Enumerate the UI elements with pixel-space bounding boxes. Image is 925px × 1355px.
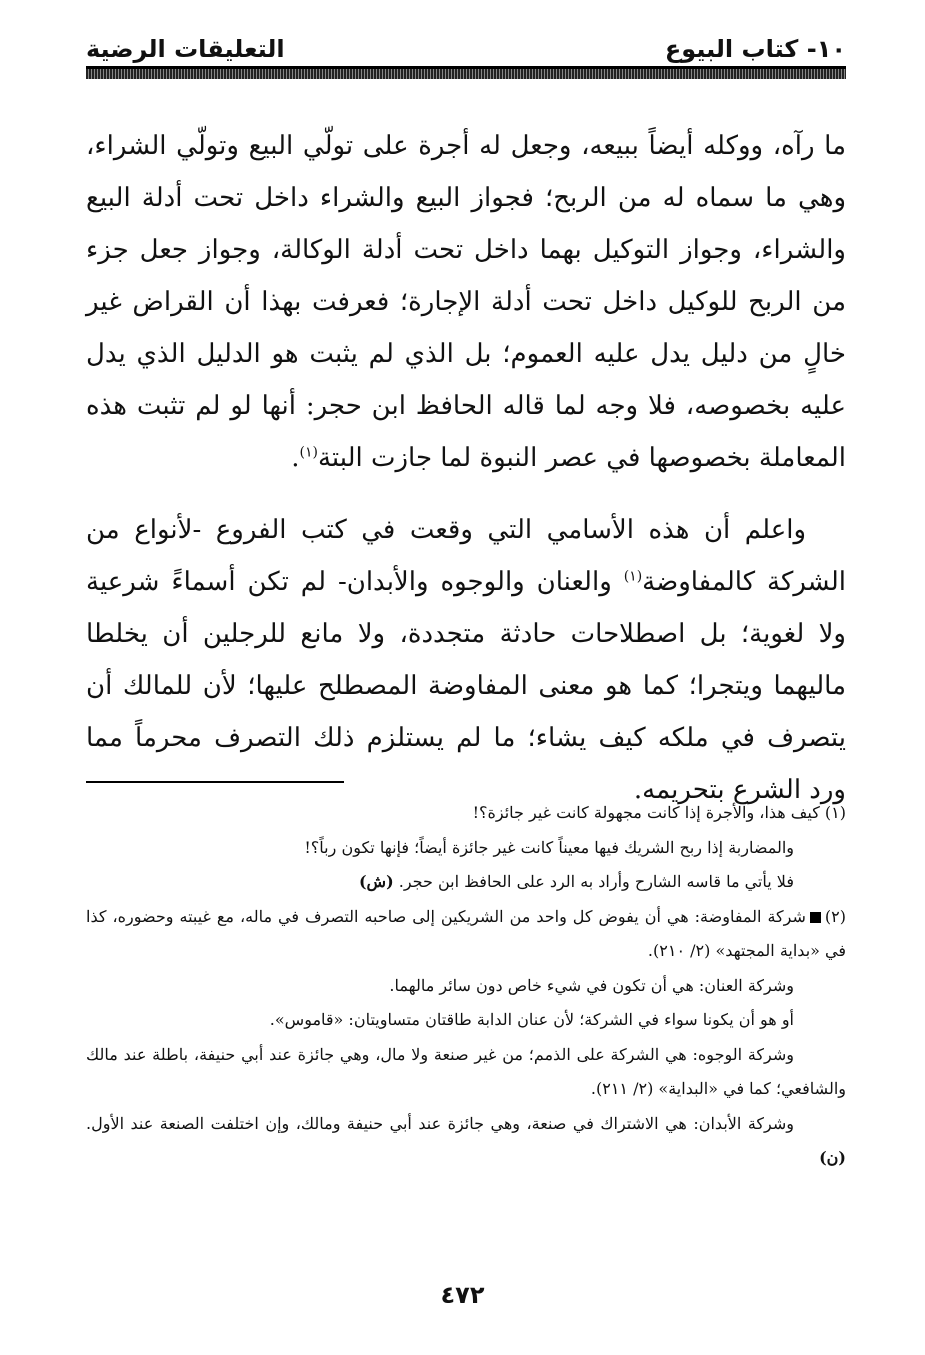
main-text: [86, 120, 846, 816]
paragraph-2: [86, 504, 846, 816]
footnote-2-abdan: [86, 1107, 846, 1176]
footnote-2-inan-text-2: أو هو أن يكونا سواء في الشركة؛ لأن عنان الدابة طاقتان متساويتان: «قاموس».: [269, 1010, 794, 1029]
chapter-title: ١٠- كتاب البيوع: [664, 35, 846, 63]
footnote-1-line-2: [86, 831, 846, 866]
footnote-2-author-mark: (ن): [819, 1148, 846, 1167]
footnote-2-main: [86, 900, 846, 969]
page-number: ٤٧٢: [440, 1281, 485, 1309]
book-title: التعليقات الرضية: [86, 35, 285, 63]
footnote-1-line-1: [86, 796, 846, 831]
footnote-2-inan-2: [86, 1003, 846, 1038]
paragraph-2-text-b: والعنان والوجوه والأبدان- لم تكن أسماءً شرعية ولا لغوية؛ بل اصطلاحات حادثة متجددة، ولا مانع للرجلين أن يخلطا ماليهما ويتجرا؛ كما هو معنى المفاوضة المصطلح عليها؛ لأن للمالك أن يتصرف في ملكه كيف يشاء؛ ما لم يستلزم ذلك التصرف محرماً مما ورد الشرع بتحريمه.: [86, 567, 846, 805]
header-rule: [86, 66, 846, 79]
footnotes: [86, 796, 846, 1176]
footnote-ref-1: (١): [299, 444, 318, 461]
footnote-1-text-3: فلا يأتي ما قاسه الشارح وأراد به الرد على الحافظ ابن حجر.: [398, 872, 794, 891]
footnote-ref-2: (١): [623, 568, 643, 585]
footnote-1-line-3: [86, 865, 846, 900]
footnote-2-abdan-text: وشركة الأبدان: هي الاشتراك في صنعة، وهي جائزة عند أبي حنيفة ومالك، وإن اختلفت الصنعة عند الأول.: [86, 1113, 794, 1133]
footnote-2-wujuh: [86, 1038, 846, 1107]
footnote-2-inan-text: وشركة العنان: هي أن تكون في شيء خاص دون سائر مالهما.: [389, 975, 794, 995]
paragraph-1-text: ما رآه، ووكله أيضاً ببيعه، وجعل له أجرة على تولّي البيع وتولّي الشراء، وهي ما سماه له من الربح؛ فجواز البيع والشراء داخل تحت أدلة البيع والشراء، وجواز التوكيل بهما داخل تحت أدلة الوكالة، وجواز جعل جزء من الربح للوكيل داخل تحت أدلة الإجارة؛ فعرفت بهذا أن القراض غير خالٍ من دليل يدل عليه العموم؛ بل الذي لم يثبت هو الدليل الذي يدل عليه بخصوصه، فلا وجه لما قاله الحافظ ابن حجر: أنها لو لم تثبت هذه المعاملة بخصوصها في عصر النبوة لما جازت البتة: [86, 131, 846, 473]
footnote-1-number: (١): [824, 803, 846, 822]
paragraph-1-end: .: [291, 443, 300, 473]
footnote-1-author-mark: (ش): [358, 872, 394, 891]
footnote-2-inan: [86, 969, 846, 1004]
footnote-2-number: (٢): [824, 906, 846, 926]
paragraph-1: [86, 120, 846, 484]
running-header: [86, 30, 846, 70]
paragraph-2-text-a: واعلم أن هذه الأسامي التي وقعت في كتب الفروع -لأنواع من الشركة كالمفاوضة: [86, 515, 847, 597]
footnote-separator: [86, 781, 344, 783]
footnote-2-text: شركة المفاوضة: هي أن يفوض كل واحد من الشريكين إلى صاحبه التصرف في ماله، مع غيبته وحضوره، كذا في «بداية المجتهد» (٢/ ٢١٠).: [86, 906, 846, 960]
footnote-1-text-2: والمضاربة إذا ربح الشريك فيها معيناً كانت غير جائزة أيضاً؛ فإنها تكون رباً؟!: [304, 837, 794, 857]
footnote-2-wujuh-text: وشركة الوجوه: هي الشركة على الذمم؛ من غير صنعة ولا مال، وهي جائزة عند أبي حنيفة، باطلة عند مالك والشافعي؛ كما في «البداية» (٢/ ٢١١).: [86, 1044, 846, 1098]
square-bullet-icon: [810, 912, 821, 923]
footnote-1-text-1: كيف هذا، والأجرة إذا كانت مجهولة كانت غير جائزة؟!: [472, 803, 820, 822]
